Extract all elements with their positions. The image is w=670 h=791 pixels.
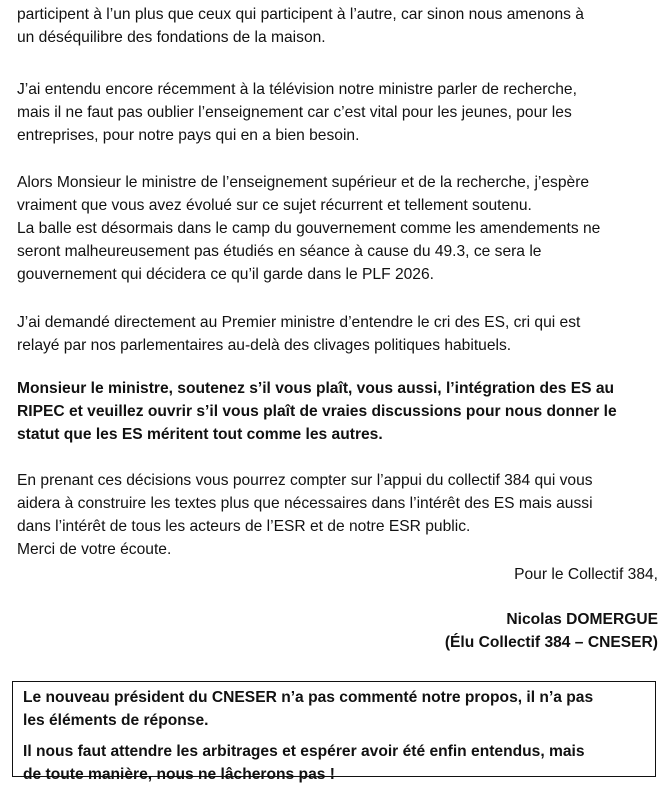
text-line: Alors Monsieur le ministre de l’enseignement supérieur et de la recherche, j’espère xyxy=(17,174,590,191)
paragraph-research-teaching xyxy=(17,78,665,147)
text-line: entreprises, pour notre pays qui en a bien besoin. xyxy=(17,127,360,144)
paragraph-prime-minister xyxy=(17,311,665,357)
text-line: participent à l’un plus que ceux qui participent à l’autre, car sinon nous amenons à xyxy=(17,6,584,23)
text-line: Monsieur le ministre, soutenez s’il vous plaît, vous aussi, l’intégration des ES au xyxy=(17,380,615,397)
text-line: mais il ne faut pas oublier l’enseignement car c’est vital pour les jeunes, pour les xyxy=(17,104,572,121)
text-line: J’ai entendu encore récemment à la télévision notre ministre parler de recherche, xyxy=(17,81,577,98)
signature-role: (Élu Collectif 384 – CNESER) xyxy=(444,634,658,651)
text-line: seront malheureusement pas étudiés en séance à cause du 49.3, ce sera le xyxy=(17,243,542,260)
text-line: relayé par nos parlementaires au-delà des clivages politiques habituels. xyxy=(17,337,512,354)
paragraph-foundations xyxy=(17,3,665,49)
text-line: La balle est désormais dans le camp du gouvernement comme les amendements ne xyxy=(17,220,601,237)
signature-closing: Pour le Collectif 384, xyxy=(514,566,658,583)
text-line: un déséquilibre des fondations de la maison. xyxy=(17,29,326,46)
note-line: Le nouveau président du CNESER n’a pas commenté notre propos, il n’a pas xyxy=(23,689,594,706)
text-line: Merci de votre écoute. xyxy=(17,541,172,558)
text-line: vraiment que vous avez évolué sur ce sujet récurrent et tellement soutenu. xyxy=(17,197,532,214)
text-line: J’ai demandé directement au Premier ministre d’entendre le cri des ES, cri qui est xyxy=(17,314,581,331)
note-line: les éléments de réponse. xyxy=(23,712,209,729)
text-line: statut que les ES méritent tout comme les autres. xyxy=(17,426,383,443)
paragraph-collectif-support xyxy=(17,469,665,561)
text-line: aidera à construire les textes plus que nécessaires dans l’intérêt des ES mais aussi xyxy=(17,495,593,512)
note-box xyxy=(12,681,656,783)
text-line: RIPEC et veuillez ouvrir s’il vous plaît de vraies discussions pour nous donner le xyxy=(17,403,617,420)
paragraph-ripec-request xyxy=(17,377,665,446)
note-line: de toute manière, nous ne lâcherons pas ! xyxy=(23,766,335,783)
text-line: dans l’intérêt de tous les acteurs de l’ESR et de notre ESR public. xyxy=(17,518,471,535)
text-line: gouvernement qui décidera ce qu’il garde dans le PLF 2026. xyxy=(17,266,434,283)
signature-name: Nicolas DOMERGUE xyxy=(506,611,658,628)
note-line: Il nous faut attendre les arbitrages et espérer avoir été enfin entendus, mais xyxy=(23,743,585,760)
paragraph-government xyxy=(17,171,665,286)
text-line: En prenant ces décisions vous pourrez compter sur l’appui du collectif 384 qui vous xyxy=(17,472,593,489)
